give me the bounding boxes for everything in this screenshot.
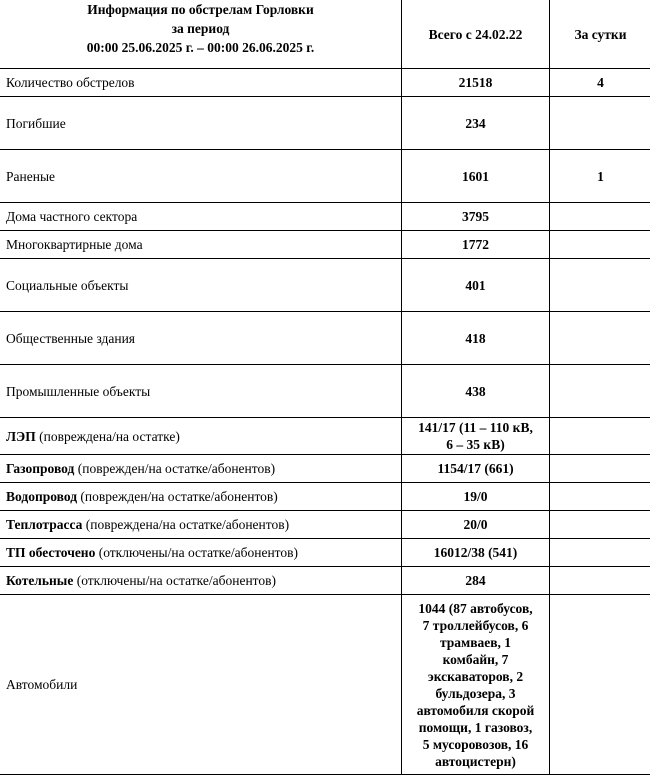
row-day <box>550 595 650 775</box>
row-day <box>550 97 650 150</box>
row-total-line: бульдозера, 3 <box>406 685 545 702</box>
row-total-line: 1044 (87 автобусов, <box>406 600 545 617</box>
row-total: 19/0 <box>402 483 550 511</box>
row-label: Теплотрасса <box>6 517 82 532</box>
row-note: (отключены/на остатке/абонентов) <box>73 573 276 588</box>
title-line-3: 00:00 25.06.2025 г. – 00:00 26.06.2025 г. <box>0 38 401 57</box>
column-header-day: За сутки <box>550 0 650 69</box>
row-total-line: комбайн, 7 <box>406 651 545 668</box>
row-note: (отключены/на остатке/абонентов) <box>95 545 298 560</box>
table-row <box>0 483 650 511</box>
table-row <box>0 231 650 259</box>
table-row <box>0 539 650 567</box>
row-label: ЛЭП <box>6 429 36 444</box>
row-total: 438 <box>402 365 550 418</box>
row-day <box>550 455 650 483</box>
row-label: Промышленные объекты <box>0 365 402 418</box>
row-day <box>550 511 650 539</box>
row-total: 418 <box>402 312 550 365</box>
row-total: 3795 <box>402 203 550 231</box>
row-label-cell <box>0 567 402 595</box>
row-day <box>550 418 650 455</box>
row-total: 1601 <box>402 150 550 203</box>
row-label: Раненые <box>0 150 402 203</box>
row-note: (повреждена/на остатке/абонентов) <box>82 517 289 532</box>
row-label-cell <box>0 418 402 455</box>
table-header-row <box>0 0 650 69</box>
row-day: 1 <box>550 150 650 203</box>
table-row <box>0 97 650 150</box>
row-label: Социальные объекты <box>0 259 402 312</box>
row-total-line: трамваев, 1 <box>406 634 545 651</box>
row-total-line: автоцистерн) <box>406 753 545 770</box>
table-row <box>0 567 650 595</box>
table-row <box>0 455 650 483</box>
row-day <box>550 312 650 365</box>
row-total-line: экскаваторов, 2 <box>406 668 545 685</box>
row-total-line: 141/17 (11 – 110 кВ, <box>406 419 545 436</box>
title-line-2: за период <box>0 19 401 38</box>
row-label: Количество обстрелов <box>0 69 402 97</box>
row-label: Дома частного сектора <box>0 203 402 231</box>
row-day: 4 <box>550 69 650 97</box>
row-label: Многоквартирные дома <box>0 231 402 259</box>
row-total-line: автомобиля скорой <box>406 702 545 719</box>
row-label: Общественные здания <box>0 312 402 365</box>
row-total-line: 6 – 35 кВ) <box>406 436 545 453</box>
row-label-cell <box>0 455 402 483</box>
table-row <box>0 511 650 539</box>
row-total: 16012/38 (541) <box>402 539 550 567</box>
row-label: Газопровод <box>6 461 74 476</box>
row-label: ТП обесточено <box>6 545 95 560</box>
row-label: Водопровод <box>6 489 77 504</box>
row-label: Автомобили <box>0 595 402 775</box>
table-row <box>0 203 650 231</box>
row-day <box>550 483 650 511</box>
row-total-line: помощи, 1 газовоз, <box>406 719 545 736</box>
row-label-cell <box>0 539 402 567</box>
report-title <box>0 0 402 69</box>
table-row <box>0 418 650 455</box>
row-total: 20/0 <box>402 511 550 539</box>
row-day <box>550 365 650 418</box>
row-day <box>550 231 650 259</box>
row-total-line: 7 троллейбусов, 6 <box>406 617 545 634</box>
row-total: 21518 <box>402 69 550 97</box>
table-row <box>0 312 650 365</box>
row-label: Погибшие <box>0 97 402 150</box>
row-total-line: 5 мусоровозов, 16 <box>406 736 545 753</box>
row-label: Котельные <box>6 573 73 588</box>
table-row <box>0 69 650 97</box>
row-label-cell <box>0 483 402 511</box>
table-row <box>0 150 650 203</box>
title-line-1: Информация по обстрелам Горловки <box>0 0 401 19</box>
table-row <box>0 595 650 775</box>
row-note: (поврежден/на остатке/абонентов) <box>77 489 278 504</box>
table-row <box>0 259 650 312</box>
row-day <box>550 259 650 312</box>
row-day <box>550 539 650 567</box>
row-label-cell <box>0 511 402 539</box>
row-day <box>550 567 650 595</box>
row-note: (повреждена/на остатке) <box>36 429 180 444</box>
row-total: 1154/17 (661) <box>402 455 550 483</box>
row-total: 284 <box>402 567 550 595</box>
row-total: 1772 <box>402 231 550 259</box>
row-total: 401 <box>402 259 550 312</box>
table-row <box>0 365 650 418</box>
row-total: 234 <box>402 97 550 150</box>
row-note: (поврежден/на остатке/абонентов) <box>74 461 275 476</box>
row-day <box>550 203 650 231</box>
row-total <box>402 595 550 775</box>
row-total <box>402 418 550 455</box>
column-header-total: Всего с 24.02.22 <box>402 0 550 69</box>
